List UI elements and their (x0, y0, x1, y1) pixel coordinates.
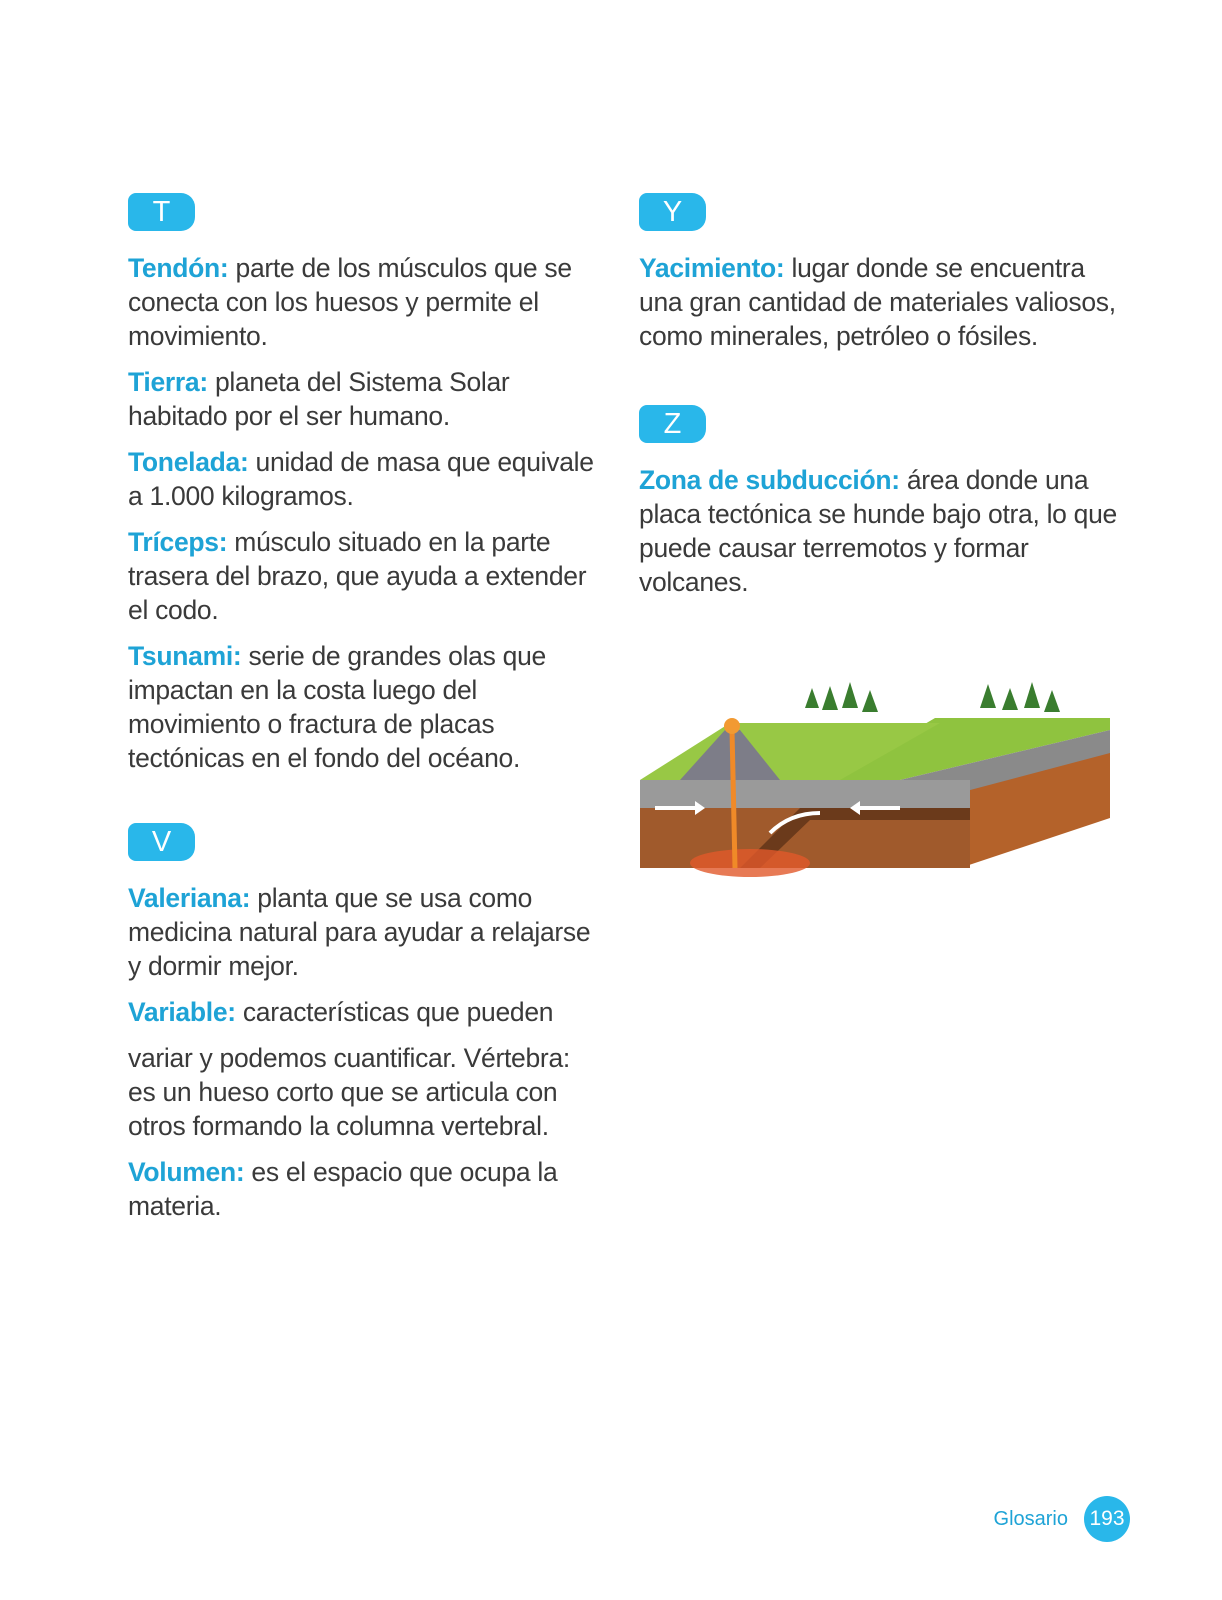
entry-definition: lugar donde se encuentra una gran cantidad de materiales valiosos, como minerales, petróleo o fósiles. (639, 253, 1116, 351)
letter-badge-y: Y (639, 193, 706, 231)
eruption (724, 718, 740, 734)
entry-definition: músculo situado en la parte trasera del brazo, que ayuda a extender el codo. (128, 527, 587, 625)
page-number: 193 (1084, 1496, 1130, 1542)
entry-term: Tierra: (128, 367, 208, 397)
magma-conduit (732, 730, 735, 868)
entry-term: Tsunami: (128, 641, 242, 671)
entry-definition: área donde una placa tectónica se hunde bajo otra, lo que puede causar terremotos y formar volcanes. (639, 465, 1117, 597)
entry-term: Volumen: (128, 1157, 245, 1187)
entry-definition: características que pueden (235, 997, 554, 1027)
crust-layer (640, 780, 970, 810)
entry-definition: parte de los músculos que se conecta con los huesos y permite el movimiento. (128, 253, 572, 351)
entry-term: Yacimiento: (639, 253, 785, 283)
letter-badge-z: Z (639, 405, 706, 443)
trees-right (980, 682, 1060, 712)
entry-definition: planta que se usa como medicina natural para ayudar a relajarse y dormir mejor. (128, 883, 591, 981)
glossary-entry-variable (128, 995, 598, 1029)
section-v (128, 823, 598, 1223)
left-column (128, 193, 598, 1257)
section-t (128, 193, 598, 775)
entry-definition: unidad de masa que equivale a 1.000 kilogramos. (128, 447, 594, 511)
subduction-zone-illustration (640, 668, 1110, 888)
glossary-entry-tsunami (128, 639, 598, 775)
trees-left (805, 682, 878, 712)
entry-term: Tríceps: (128, 527, 228, 557)
right-column (639, 193, 1119, 633)
magma-glow (690, 849, 810, 877)
entry-term: Variable: (128, 997, 236, 1027)
glossary-entry-volumen (128, 1155, 598, 1223)
glossary-entry-yacimiento (639, 251, 1119, 353)
entry-term: Tonelada: (128, 447, 249, 477)
section-y (639, 193, 1119, 353)
glossary-entry-tendon (128, 251, 598, 353)
entry-definition: serie de grandes olas que impactan en la costa luego del movimiento o fractura de placas tectónicas en el fondo del océano. (128, 641, 546, 773)
entry-term: Valeriana: (128, 883, 251, 913)
glossary-entry-zona-subduccion (639, 463, 1119, 599)
section-z (639, 405, 1119, 599)
entry-term: Zona de subducción: (639, 465, 900, 495)
glossary-entry-tierra (128, 365, 598, 433)
glossary-entry-vertebra (128, 1041, 598, 1143)
letter-badge-v: V (128, 823, 195, 861)
entry-definition: planeta del Sistema Solar habitado por el ser humano. (128, 367, 510, 431)
letter-badge-t: T (128, 193, 195, 231)
glossary-entry-tonelada (128, 445, 598, 513)
entry-term: Tendón: (128, 253, 229, 283)
entry-definition: es el espacio que ocupa la materia. (128, 1157, 558, 1221)
entry-definition: variar y podemos cuantificar. Vértebra: es un hueso corto que se articula con otros formando la columna vertebral. (128, 1043, 570, 1141)
glossary-entry-triceps (128, 525, 598, 627)
footer-section-label: Glosario (993, 1507, 1068, 1530)
glossary-entry-valeriana (128, 881, 598, 983)
page-footer (994, 1496, 1130, 1542)
